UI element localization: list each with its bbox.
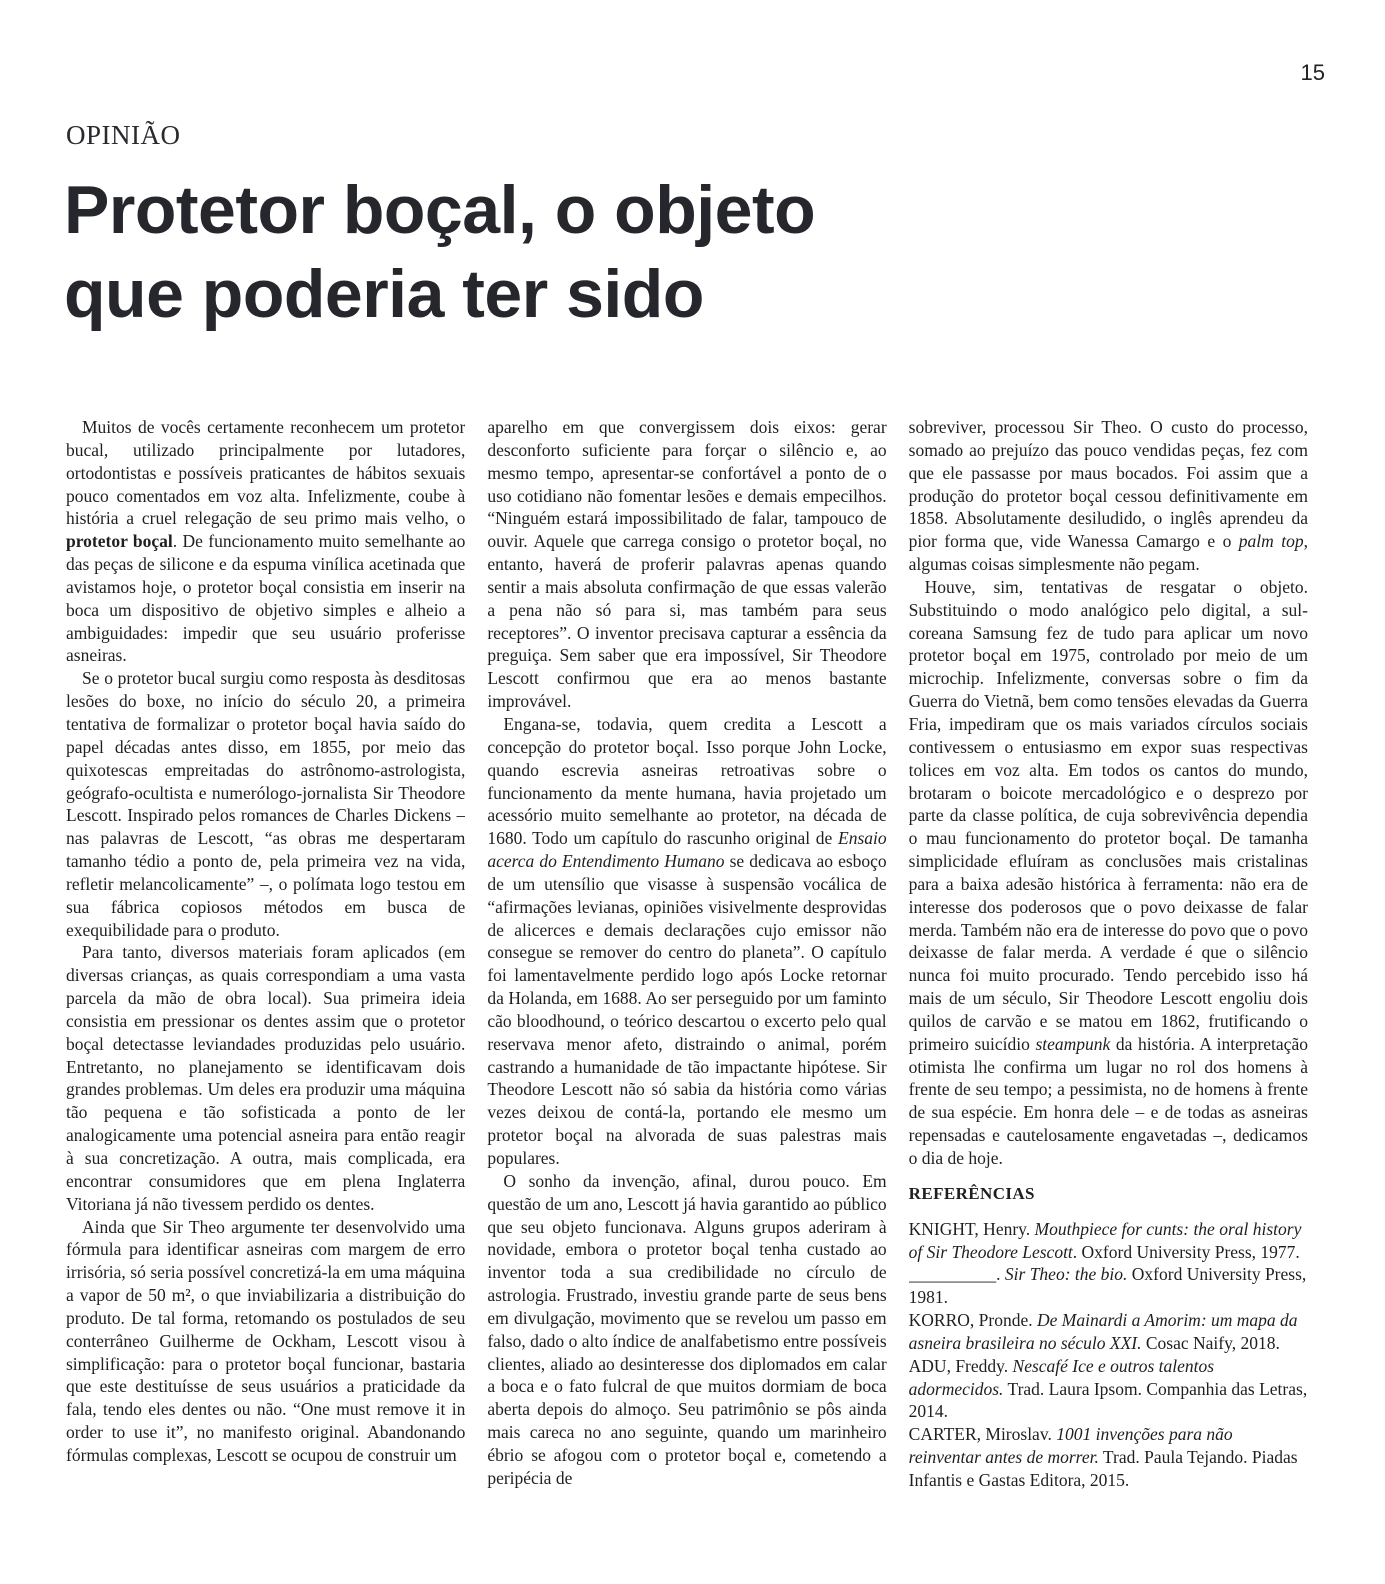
text-run: Muitos de vocês certamente reconhecem um protetor bucal, utilizado principalmente por lutadores, ortodontistas e possíveis praticantes de hábitos sexuais pouco comentados em voz alta. Infelizmente, coube à história a cruel relegação de seu primo mais velho, o: [66, 417, 466, 529]
text-run: sobreviver, processou Sir Theo. O custo do processo, somado ao prejuízo das pouco vendidas peças, fez com que ele passasse por maus bocados. Foi assim que a produção do protetor boçal cessou definitivamente em 1858. Absolutamente desiludido, o inglês aprendeu da pior forma que, vide Wanessa Camargo e o: [908, 417, 1308, 552]
paragraph: aparelho em que convergissem dois eixos: gerar desconforto suficiente para forçar o silêncio e, ao mesmo tempo, apresentar-se confortável a ponto de o uso cotidiano não fomentar lesões e demais empecilhos. “Ninguém estará impossibilitado de falar, tampouco de ouvir. Aquele que carrega consigo o protetor boçal, no entanto, haverá de proferir palavras apenas quando sentir a mais absoluta confirmação de que essas valerão a pena não só para si, mas também para seus receptores”. O inventor precisava capturar a essência da preguiça. Sem saber que era impossível, Sir Theodore Lescott confirmou que era ao menos bastante improvável.: [487, 417, 887, 712]
ref-title: Sir Theo: the bio.: [1004, 1264, 1128, 1285]
column-1: [66, 416, 465, 1526]
text-run: . De funcionamento muito semelhante ao das peças de silicone e da espuma vinílica acetinada que avistamos hoje, o protetor boçal consistia em inserir na boca um dispositivo de objetivo simples e alheio a ambiguidades: impedir que seu usuário proferisse asneiras.: [66, 531, 466, 666]
italic-term: palm top: [1238, 531, 1304, 552]
reference-item: [909, 1218, 1308, 1264]
text-run: , algumas coisas simplesmente não pegam.: [908, 531, 1308, 575]
headline-line-2: que poderia ter sido: [64, 256, 704, 332]
column-3: [909, 416, 1308, 1526]
text-run: se dedicava ao esboço de um utensílio que visasse à suspensão vocálica de “afirmações levianas, opiniões visivelmente desprovidas de alicerces e demais declarações cujo emissor não consegue se remover do centro do planeta”. O capítulo foi lamentavelmente perdido logo após Locke retornar da Holanda, em 1688. Ao ser perseguido por um faminto cão bloodhound, o teórico descartou o excerto pelo qual reservava menor afeto, distraindo o animal, porém castrando a humanidade de tão impactante hipótese. Sir Theodore Lescott não só sabia da história como várias vezes deixou de contá-la, portando ele mesmo um protetor boçal na alvorada de suas palestras mais populares.: [487, 851, 887, 1168]
book-title: Ensaio acerca do Entendimento Humano: [487, 828, 887, 872]
paragraph: Para tanto, diversos materiais foram aplicados (em diversas crianças, as quais correspondiam a uma vasta parcela da mão de obra local). Sua primeira ideia consistia em pressionar os dentes assim que o protetor boçal detectasse leviandades produzidas pelo usuário. Entretanto, no planejamento se identificavam dois grandes problemas. Um deles era produzir uma máquina tão pequena e tão sofisticada a ponto de ler analogicamente uma potencial asneira para então reagir à sua concretização. A outra, mais complicada, era encontrar consumidores que em plena Inglaterra Vitoriana já não tivessem perdido os dentes.: [66, 942, 466, 1214]
ref-title: De Mainardi a Amorim: um mapa da asneira brasileira no século XXI.: [908, 1310, 1298, 1353]
ref-publisher: Cosac Naify, 2018.: [1141, 1332, 1280, 1353]
ref-title: Mouthpiece for cunts: the oral history of Sir Theodore Lescott: [908, 1218, 1302, 1262]
references-heading: REFERÊNCIAS: [908, 1183, 1035, 1203]
page-number: 15: [1300, 60, 1325, 85]
text-run: Houve, sim, tentativas de resgatar o objeto. Substituindo o modo analógico pelo digital, a sul-coreana Samsung fez de tudo para aplicar um novo protetor boçal em 1975, controlado por meio de um microchip. Infelizmente, conversas sobre o fim da Guerra do Vietnã, bem como tensões elevadas da Guerra Fria, impediram que os mais variados círculos sociais contivessem o entusiasmo em expor suas respectivas tolices em voz alta. Em todos os cantos do mundo, brotaram o boicote mercadológico e o desprezo por parte da classe política, de cuja sobrevivência dependia o mau funcionamento do protetor boçal. De tamanha simplicidade efluíram as conclusões mais cristalinas para a baixa adesão histórica à ferramenta: não era de interesse dos poderosos que o povo deixasse de falar merda. Também não era de interesse do povo que o povo deixasse de falar merda. A verdade é que o silêncio nunca foi muito procurado. Tendo percebido isso há mais de um século, Sir Theodore Lescott engoliu dois quilos de carvão e se matou em 1862, frutificando o primeiro suicídio: [908, 576, 1308, 1054]
ref-author: __________.: [908, 1264, 1005, 1285]
column-2: [487, 416, 886, 1526]
headline-line-1: Protetor boçal, o objeto: [64, 172, 816, 248]
headline: [64, 168, 964, 336]
ref-publisher: Trad. Laura Ipsom. Companhia das Letras, 2014.: [908, 1378, 1308, 1422]
ref-title: Nescafé Ice e outros talentos adormecidos.: [908, 1355, 1215, 1399]
ref-author: CARTER, Miroslav.: [908, 1424, 1057, 1445]
ref-publisher: Oxford University Press, 1981.: [908, 1264, 1307, 1308]
text-run: da história. A interpretação otimista lhe confirma um lugar no rol dos homens à frente de seu tempo; a pessimista, no de homens à frente de sua espécie. Em honra dele – e de todas as asneiras repensadas e cautelosamente engavetadas –, dedicamos o dia de hoje.: [908, 1033, 1308, 1168]
reference-item: [909, 1263, 1308, 1309]
section-label: OPINIÃO: [66, 120, 181, 150]
ref-publisher: . Oxford University Press, 1977.: [1072, 1241, 1300, 1262]
paragraph: [66, 416, 465, 667]
paragraph: [909, 576, 1308, 1170]
bold-term: protetor boçal: [66, 531, 173, 552]
italic-term: steampunk: [1035, 1033, 1111, 1054]
text-run: Engana-se, todavia, quem credita a Lescott a concepção do protetor boçal. Isso porque John Locke, quando escrevia asneiras retroativas sobre o funcionamento da mente humana, havia projetado um acessório muito semelhante ao protetor, na década de 1680. Todo um capítulo do rascunho original de: [487, 713, 887, 849]
ref-author: KORRO, Pronde.: [908, 1310, 1037, 1331]
paragraph: O sonho da invenção, afinal, durou pouco. Em questão de um ano, Lescott já havia garantido ao público que seu objeto funcionava. Alguns grupos aderiram à novidade, embora o protetor boçal tenha custado ao inventor toda a sua credibilidade no círculo de astrologia. Frustrado, investiu grande parte de seus bens em divulgação, movimento que se revelou um passo em falso, dado o alto índice de analfabetismo entre possíveis clientes, aliado ao desinteresse dos diplomados em calar a boca e o fato fulcral de que muitos dormiam de boca aberta depois do almoço. Seu patrimônio se pôs ainda mais careca no ano seguinte, quando um marinheiro ébrio se afogou com o protetor boçal e, cometendo a peripécia de: [487, 1170, 887, 1488]
article-body: [66, 416, 1308, 1526]
references-list: [909, 1218, 1308, 1492]
ref-author: KNIGHT, Henry.: [908, 1218, 1035, 1239]
reference-item: [909, 1423, 1308, 1492]
ref-publisher: Trad. Paula Tejando. Piadas Infantis e Gastas Editora, 2015.: [908, 1447, 1298, 1490]
paragraph: Ainda que Sir Theo argumente ter desenvolvido uma fórmula para identificar asneiras com margem de erro irrisória, só seria possível concretizá-la em uma máquina a vapor de 50 m², o que inviabilizaria a distribuição do produto. De tal forma, retomando os postulados de seu conterrâneo Guilherme de Ockham, Lescott visou à simplificação: para o protetor boçal funcionar, bastaria que este destituísse de seus usuários a praticidade da fala, tendo eles dentes ou não. “One must remove it in order to use it”, no manifesto original. Abandonando fórmulas complexas, Lescott se ocupou de construir um: [66, 1216, 466, 1465]
reference-item: [909, 1355, 1308, 1424]
paragraph: [909, 416, 1308, 576]
paragraph: Se o protetor bucal surgiu como resposta às desditosas lesões do boxe, no início do século 20, a primeira tentativa de formalizar o protetor boçal havia saído do papel décadas antes disso, em 1855, por meio das quixotescas empreitadas do astrônomo-astrologista, geógrafo-ocultista e numerólogo-jornalista Sir Theodore Lescott. Inspirado pelos romances de Charles Dickens – nas palavras de Lescott, “as obras me despertaram tamanho tédio a ponto de, pela primeira vez na vida, refletir melancolicamente” –, o polímata logo testou em sua fábrica copiosos métodos em busca de exequibilidade para o produto.: [66, 668, 466, 940]
reference-item: [909, 1309, 1308, 1355]
paragraph: [487, 713, 886, 1170]
ref-title: 1001 invenções para não reinventar antes de morrer.: [908, 1424, 1233, 1468]
ref-author: ADU, Freddy.: [908, 1355, 1013, 1376]
